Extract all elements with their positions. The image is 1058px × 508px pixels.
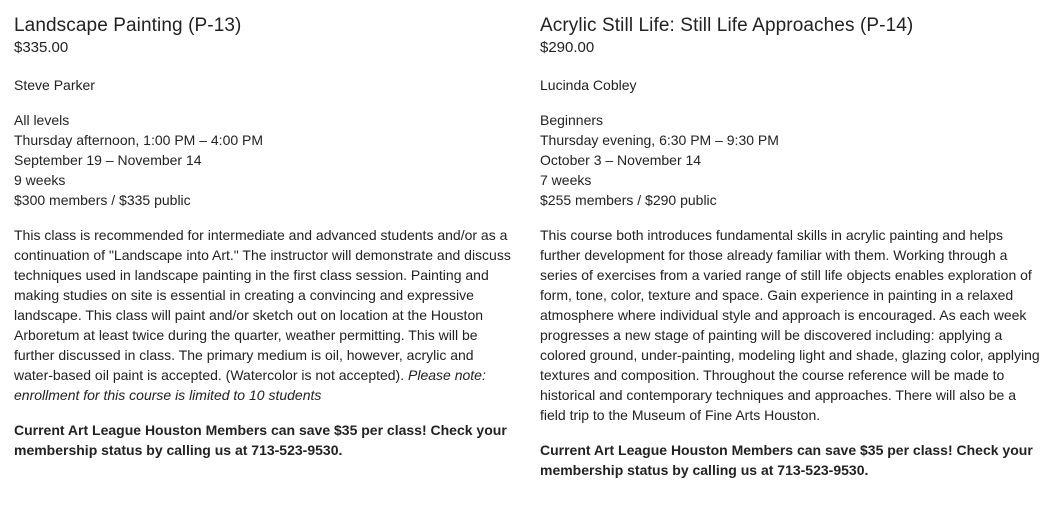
course-description: [14, 225, 514, 405]
member-discount-promo: Current Art League Houston Members can save $35 per class! Check your membership status by calling us at 713-523-9530.: [540, 442, 1033, 478]
course-instructor: Lucinda Cobley: [540, 77, 637, 93]
course-duration: 7 weeks: [540, 172, 592, 188]
course-schedule: Thursday afternoon, 1:00 PM – 4:00 PM: [14, 132, 264, 148]
course-description: This course both introduces fundamental skills in acrylic painting and helps further development for those already familiar with them. Working through a series of exercises from a varied range of still life objects enables exploration of form, tone, color, texture and space. Gain experience in painting in a relaxed atmosphere where individual style and approach is encouraged. As each week progresses a new stage of painting will be discovered including: applying a colored ground, under-painting, modeling light and shade, glazing color, applying textures and composition. Throughout the course reference will be made to historical and contemporary techniques and approaches. There will also be a field trip to the Museum of Fine Arts Houston.: [540, 227, 1040, 423]
course-pricing: $255 members / $290 public: [540, 192, 717, 208]
course-details: [540, 110, 1040, 210]
member-discount-promo: Current Art League Houston Members can save $35 per class! Check your membership status by calling us at 713-523-9530.: [14, 422, 507, 458]
course-schedule: Thursday evening, 6:30 PM – 9:30 PM: [540, 132, 779, 148]
course-price: $290.00: [540, 39, 595, 56]
course-card-acrylic-still-life: [540, 14, 1040, 480]
course-enrollment-note: Please note: enrollment for this course is limited to 10 students: [14, 367, 486, 403]
course-card-landscape-painting: [14, 14, 514, 460]
course-dates: September 19 – November 14: [14, 152, 202, 168]
course-description-text: This class is recommended for intermediate and advanced students and/or as a continuation of "Landscape into Art." The instructor will demonstrate and discuss techniques used in landscape painting in the first class session. Painting and making studies on site is essential in creating a convincing and expressive landscape. This class will paint and/or sketch out on location at the Houston Arboretum at least twice during the quarter, weather permitting. This will be further discussed in class. The primary medium is oil, however, acrylic and water-based oil paint is accepted. (Watercolor is not accepted).: [14, 227, 511, 383]
course-instructor: Steve Parker: [14, 77, 95, 93]
course-dates: October 3 – November 14: [540, 152, 702, 168]
course-price: $335.00: [14, 39, 69, 56]
course-level: Beginners: [540, 112, 604, 128]
course-pricing: $300 members / $335 public: [14, 192, 191, 208]
course-title: Acrylic Still Life: Still Life Approaches (P-14): [540, 15, 914, 36]
course-title: Landscape Painting (P-13): [14, 15, 242, 36]
course-duration: 9 weeks: [14, 172, 66, 188]
course-level: All levels: [14, 112, 70, 128]
course-details: [14, 110, 514, 210]
